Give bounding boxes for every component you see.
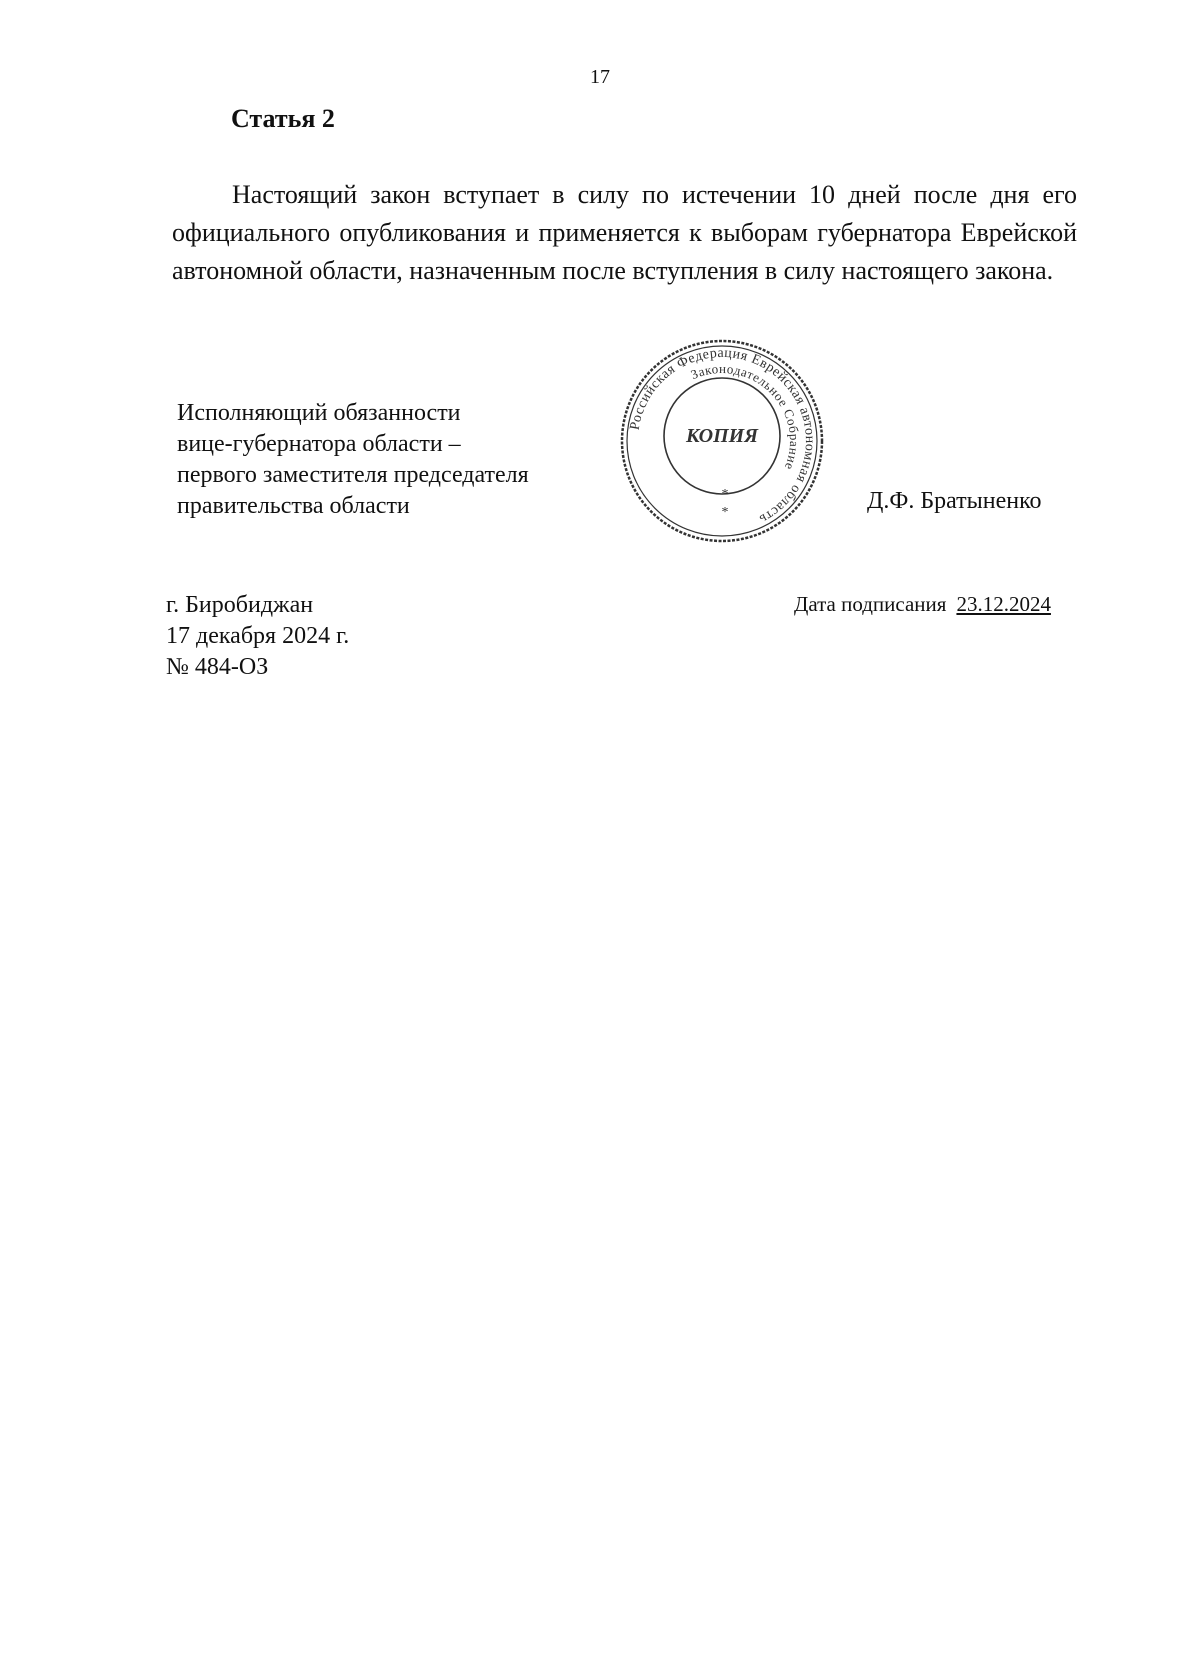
official-seal — [617, 336, 827, 546]
signatory-line: вице-губернатора области – — [177, 431, 461, 457]
signatory-line: правительства области — [177, 493, 410, 519]
seal-star-icon: * — [721, 505, 729, 520]
signatory-line: Исполняющий обязанности — [177, 400, 461, 426]
seal-star-icon: * — [721, 487, 729, 502]
seal-inner-text: Законодательное Собрание — [688, 360, 803, 473]
signer-name: Д.Ф. Братыненко — [867, 488, 1042, 514]
place-and-date — [166, 590, 349, 683]
law-date: 17 декабря 2024 г. — [166, 623, 350, 649]
seal-outer-text: Российская Федерация Еврейская автономная область — [627, 345, 818, 527]
article-title: Статья 2 — [231, 104, 335, 133]
page-number: 17 — [590, 66, 610, 88]
law-number: № 484-ОЗ — [166, 654, 269, 680]
signing-date — [794, 592, 1051, 617]
city: г. Биробиджан — [166, 592, 314, 618]
signatory-line: первого заместителя председателя — [177, 462, 529, 488]
signing-date-label: Дата подписания — [794, 592, 947, 616]
article-body: Настоящий закон вступает в силу по истечении 10 дней после дня его официального опубликования и применяется к выборам губернатора Еврейской автономной области, назначенным после вступления в силу настоящего закона. — [172, 180, 1077, 285]
signing-date-value: 23.12.2024 — [956, 592, 1051, 616]
seal-center-text: КОПИЯ — [686, 425, 758, 447]
signatory-position — [177, 398, 529, 522]
